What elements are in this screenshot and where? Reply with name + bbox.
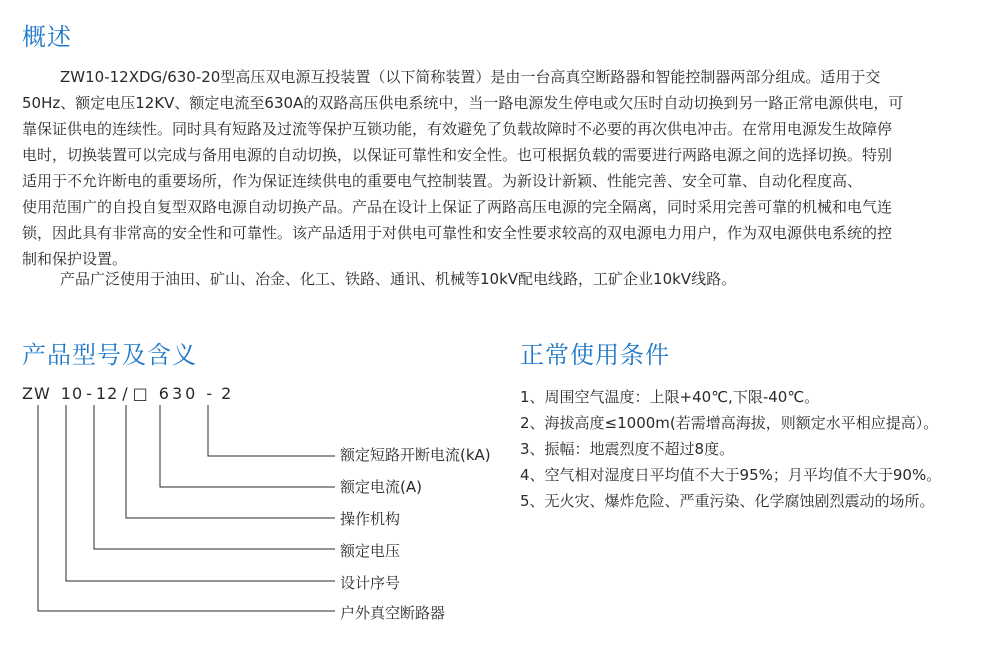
condition-item: 3、振幅：地震烈度不超过8度。 — [520, 440, 735, 458]
label-mechanism: 操作机构 — [340, 510, 401, 528]
code-current: 630 — [158, 384, 199, 403]
code-slash: / — [122, 384, 129, 403]
connector-current — [160, 405, 335, 487]
overview-line: 使用范围广的自投自复型双路电源自动切换产品。产品在设计上保证了两路高压电源的完全隔离，同时采用完善可靠的机械和电气连 — [22, 198, 893, 216]
code-mechanism: □ — [132, 384, 149, 403]
overview-line: 适用于不允许断电的重要场所，作为保证连续供电的重要电气控制装置。为新设计新颖、性能完善、安全可靠、自动化程度高、 — [22, 172, 863, 190]
model-code — [22, 384, 232, 403]
overview-line: 电时，切换装置可以完成与备用电源的自动切换，以保证可靠性和安全性。也可根据负载的需要进行两路电源之间的选择切换。特别 — [22, 146, 893, 164]
condition-item: 1、周围空气温度：上限+40℃,下限-40℃。 — [520, 388, 820, 406]
code-prefix: ZW — [22, 384, 51, 403]
connector-mechanism — [126, 405, 335, 518]
connector-breaking — [208, 405, 335, 456]
connector-design — [66, 405, 335, 581]
overview-heading: 概述 — [22, 23, 72, 51]
overview-line: 产品广泛使用于油田、矿山、冶金、化工、铁路、通讯、机械等10kV配电线路，工矿企业10kV线路。 — [60, 270, 737, 288]
conditions-heading: 正常使用条件 — [520, 341, 670, 369]
model-heading: 产品型号及含义 — [22, 341, 197, 369]
code-dash: - — [206, 384, 214, 403]
connector-voltage — [94, 405, 335, 549]
label-breaker-type: 户外真空断路器 — [340, 604, 446, 622]
label-breaking-current: 额定短路开断电流(kA) — [340, 446, 491, 464]
overview-line: 锁，因此具有非常高的安全性和可靠性。该产品适用于对供电可靠性和安全性要求较高的双电源电力用户，作为双电源供电系统的控 — [22, 224, 893, 242]
overview-paragraph — [22, 64, 990, 272]
condition-item: 2、海拔高度≤1000m(若需增高海拔，则额定水平相应提高）。 — [520, 414, 939, 432]
code-dash: - — [86, 384, 93, 403]
code-breaking: 2 — [221, 384, 233, 403]
overview-paragraph-2 — [22, 266, 990, 292]
connector-type — [38, 405, 335, 611]
overview-line: 50Hz、额定电压12KV、额定电流至630A的双路高压供电系统中，当一路电源发生停电或欠压时自动切换到另一路正常电源供电，可 — [22, 94, 904, 112]
condition-item: 4、空气相对湿度日平均值不大于95%；月平均值不大于90%。 — [520, 466, 942, 484]
label-rated-current: 额定电流(A) — [340, 478, 422, 496]
label-rated-voltage: 额定电压 — [340, 542, 401, 560]
code-voltage: 12 — [95, 384, 119, 403]
label-design-no: 设计序号 — [340, 574, 401, 592]
overview-line: ZW10-12XDG/630-20型高压双电源互投装置（以下简称装置）是由一台高真空断路器和智能控制器两部分组成。适用于交 — [60, 68, 881, 86]
overview-line: 靠保证供电的连续性。同时具有短路及过流等保护互锁功能，有效避免了负载故障时不必要的再次供电冲击。在常用电源发生故障停 — [22, 120, 893, 138]
overview-line: 制和保护设置。 — [22, 250, 128, 268]
code-design-no: 10 — [60, 384, 84, 403]
conditions-list — [520, 384, 941, 514]
condition-item: 5、无火灾、爆炸危险、严重污染、化学腐蚀剧烈震动的场所。 — [520, 492, 935, 510]
